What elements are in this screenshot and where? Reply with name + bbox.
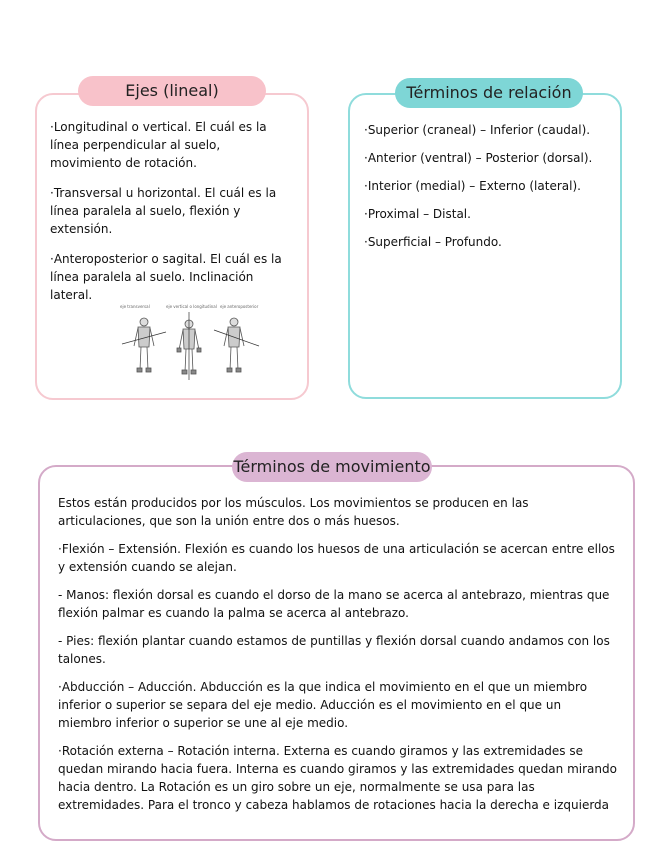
- relation-item: ·Proximal – Distal.: [364, 207, 471, 221]
- movement-intro: Estos están producidos por los músculos. Los movimientos se producen en las articulaciones, que son la unión entre dos o más huesos.: [58, 496, 529, 528]
- movement-terms-content: [58, 494, 618, 824]
- movement-flexion-extension: ·Flexión – Extensión. Flexión es cuando los huesos de una articulación se acercan entre ellos y extensión cuando se alejan.: [58, 542, 615, 574]
- figure-label-transversal: eje transversal: [120, 304, 150, 309]
- body-figure-longitudinal: [177, 312, 201, 380]
- movement-feet: - Pies: flexión plantar cuando estamos de puntillas y flexión dorsal cuando andamos con los talones.: [58, 634, 610, 666]
- movement-rotation: ·Rotación externa – Rotación interna. Externa es cuando giramos y las extremidades se quedan mirando hacia fuera. Interna es cuando giramos y las extremidades quedan mirando hacia dentro. La Rotación es un giro sobre un eje, normalmente se usa para las extremidades. Para el tronco y cabeza hablamos de rotaciones hacia la derecha e izquierda: [58, 744, 617, 812]
- axes-item-transversal: ·Transversal u horizontal. El cuál es la línea paralela al suelo, flexión y extensión.: [50, 186, 277, 236]
- relation-item: ·Anterior (ventral) – Posterior (dorsal).: [364, 151, 593, 165]
- axes-title: Ejes (lineal): [78, 76, 266, 106]
- figure-label-anteroposterior: eje anteroposterior: [220, 304, 259, 309]
- axes-content: [50, 118, 292, 316]
- body-figure-transversal: [122, 318, 166, 372]
- axes-item-anteroposterior: ·Anteroposterior o sagital. El cuál es la línea paralela al suelo. Inclinación lateral.: [50, 252, 282, 302]
- movement-terms-title: Términos de movimiento: [232, 452, 432, 482]
- axes-figures-illustration: [114, 302, 264, 382]
- movement-hands: - Manos: flexión dorsal es cuando el dorso de la mano se acerca al antebrazo, mientras que flexión palmar es cuando la palma se acerca al antebrazo.: [58, 588, 610, 620]
- relation-item: ·Superficial – Profundo.: [364, 235, 502, 249]
- figure-label-longitudinal: eje vertical o longitudinal: [166, 304, 217, 309]
- relation-terms-list: [364, 121, 614, 261]
- movement-abduction-adduction: ·Abducción – Aducción. Abducción es la que indica el movimiento en el que un miembro inferior o superior se separa del eje medio. Aducción es el movimiento en el que un miembro inferior o superior se une al eje medio.: [58, 680, 588, 730]
- relation-item: ·Interior (medial) – Externo (lateral).: [364, 179, 581, 193]
- relation-item: ·Superior (craneal) – Inferior (caudal).: [364, 123, 591, 137]
- relation-terms-title: Términos de relación: [395, 78, 583, 108]
- body-figure-anteroposterior: [214, 318, 259, 372]
- axes-item-longitudinal: ·Longitudinal o vertical. El cuál es la línea perpendicular al suelo, movimiento de rotación.: [50, 120, 267, 170]
